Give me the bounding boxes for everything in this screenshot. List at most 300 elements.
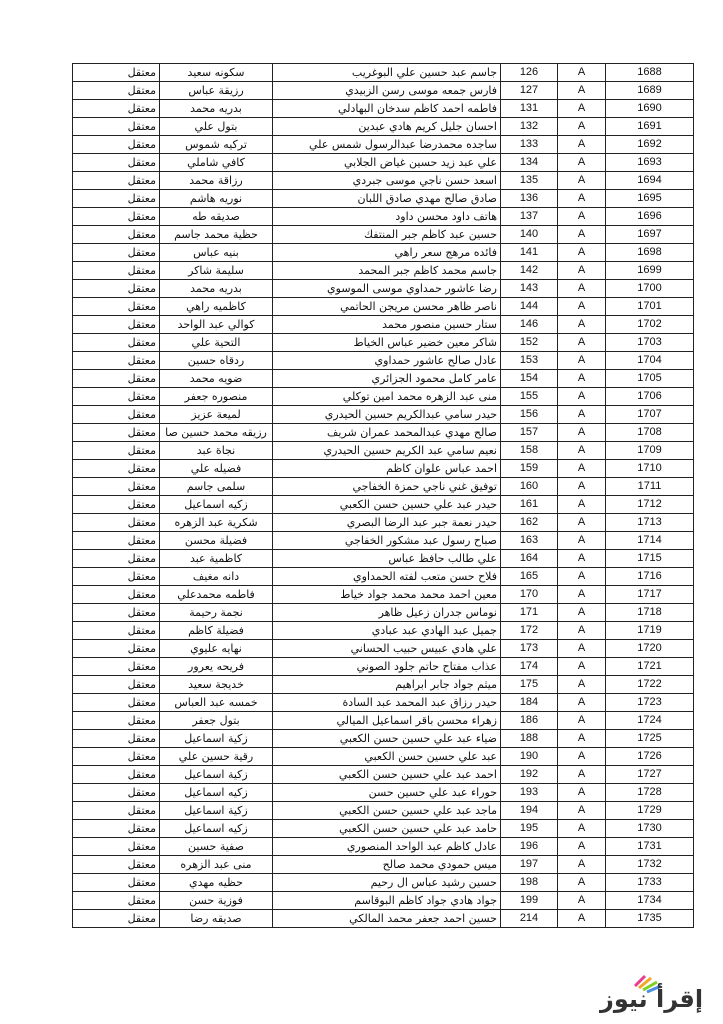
table-row xyxy=(73,172,694,190)
table-row xyxy=(73,784,694,802)
mother-name-cell: كافي شاملي xyxy=(160,154,273,172)
full-name-cell: جاسم عبد حسين علي البوغريب xyxy=(273,64,501,82)
mother-name-cell: فاطمه محمدعلي xyxy=(160,586,273,604)
table-row xyxy=(73,478,694,496)
full-name-cell: حسين رشيد عباس ال رحيم xyxy=(273,874,501,892)
sequence-cell: 197 xyxy=(501,856,558,874)
mother-name-cell: نوريه هاشم xyxy=(160,190,273,208)
mother-name-cell: لميعة عزيز xyxy=(160,406,273,424)
sequence-cell: 127 xyxy=(501,82,558,100)
table-row xyxy=(73,550,694,568)
id-cell: 1722 xyxy=(606,676,694,694)
mother-name-cell: فوزية حسن xyxy=(160,892,273,910)
status-cell: معتقل xyxy=(73,298,160,316)
id-cell: 1727 xyxy=(606,766,694,784)
status-cell: معتقل xyxy=(73,532,160,550)
sequence-cell: 170 xyxy=(501,586,558,604)
mother-name-cell: التحية علي xyxy=(160,334,273,352)
id-cell: 1731 xyxy=(606,838,694,856)
mother-name-cell: رزيقة عباس xyxy=(160,82,273,100)
sequence-cell: 186 xyxy=(501,712,558,730)
full-name-cell: حيدر سامي عبدالكريم حسين الحيدري xyxy=(273,406,501,424)
table-row xyxy=(73,586,694,604)
status-cell: معتقل xyxy=(73,676,160,694)
sequence-cell: 146 xyxy=(501,316,558,334)
full-name-cell: جاسم محمد كاظم جبر المحمد xyxy=(273,262,501,280)
table-row xyxy=(73,532,694,550)
full-name-cell: احسان جليل كريم هادي عبدين xyxy=(273,118,501,136)
status-cell: معتقل xyxy=(73,514,160,532)
category-cell: A xyxy=(558,730,606,748)
mother-name-cell: منى عبد الزهره xyxy=(160,856,273,874)
status-cell: معتقل xyxy=(73,172,160,190)
full-name-cell: معين احمد محمد محمد جواد خياط xyxy=(273,586,501,604)
sequence-cell: 184 xyxy=(501,694,558,712)
status-cell: معتقل xyxy=(73,478,160,496)
mother-name-cell: صديقه رضا xyxy=(160,910,273,928)
full-name-cell: ميس حمودي محمد صالح xyxy=(273,856,501,874)
category-cell: A xyxy=(558,190,606,208)
sequence-cell: 131 xyxy=(501,100,558,118)
id-cell: 1711 xyxy=(606,478,694,496)
category-cell: A xyxy=(558,784,606,802)
sequence-cell: 134 xyxy=(501,154,558,172)
id-cell: 1692 xyxy=(606,136,694,154)
mother-name-cell: فضيلة كاظم xyxy=(160,622,273,640)
id-cell: 1735 xyxy=(606,910,694,928)
id-cell: 1690 xyxy=(606,100,694,118)
category-cell: A xyxy=(558,280,606,298)
category-cell: A xyxy=(558,838,606,856)
full-name-cell: منى عبد الزهره محمد امين توكلي xyxy=(273,388,501,406)
id-cell: 1714 xyxy=(606,532,694,550)
full-name-cell: فاطمه احمد كاظم سدخان البهادلي xyxy=(273,100,501,118)
table-row xyxy=(73,388,694,406)
sequence-cell: 165 xyxy=(501,568,558,586)
full-name-cell: هاتف داود محسن داود xyxy=(273,208,501,226)
status-cell: معتقل xyxy=(73,118,160,136)
category-cell: A xyxy=(558,748,606,766)
mother-name-cell: بنيه عباس xyxy=(160,244,273,262)
sequence-cell: 163 xyxy=(501,532,558,550)
mother-name-cell: بتول جعفر xyxy=(160,712,273,730)
mother-name-cell: خديجة سعيد xyxy=(160,676,273,694)
id-cell: 1718 xyxy=(606,604,694,622)
mother-name-cell: نجمة رحيمة xyxy=(160,604,273,622)
mother-name-cell: رقية حسين علي xyxy=(160,748,273,766)
id-cell: 1717 xyxy=(606,586,694,604)
sequence-cell: 158 xyxy=(501,442,558,460)
sequence-cell: 162 xyxy=(501,514,558,532)
table-row xyxy=(73,658,694,676)
sequence-cell: 144 xyxy=(501,298,558,316)
mother-name-cell: زكيه اسماعيل xyxy=(160,784,273,802)
status-cell: معتقل xyxy=(73,388,160,406)
sequence-cell: 153 xyxy=(501,352,558,370)
full-name-cell: حسين احمد جعفر محمد المالكي xyxy=(273,910,501,928)
mother-name-cell: زكية اسماعيل xyxy=(160,730,273,748)
status-cell: معتقل xyxy=(73,424,160,442)
sequence-cell: 214 xyxy=(501,910,558,928)
table-row xyxy=(73,226,694,244)
category-cell: A xyxy=(558,208,606,226)
sequence-cell: 136 xyxy=(501,190,558,208)
id-cell: 1689 xyxy=(606,82,694,100)
id-cell: 1728 xyxy=(606,784,694,802)
category-cell: A xyxy=(558,334,606,352)
sequence-cell: 171 xyxy=(501,604,558,622)
status-cell: معتقل xyxy=(73,874,160,892)
sequence-cell: 194 xyxy=(501,802,558,820)
id-cell: 1700 xyxy=(606,280,694,298)
category-cell: A xyxy=(558,910,606,928)
mother-name-cell: نهايه عليوي xyxy=(160,640,273,658)
mother-name-cell: نجاة عبد xyxy=(160,442,273,460)
table-row xyxy=(73,910,694,928)
category-cell: A xyxy=(558,892,606,910)
mother-name-cell: سليمة شاكر xyxy=(160,262,273,280)
full-name-cell: عادل صالح عاشور حمداوي xyxy=(273,352,501,370)
category-cell: A xyxy=(558,568,606,586)
full-name-cell: ناصر ظاهر محسن مريجن الحاتمي xyxy=(273,298,501,316)
id-cell: 1710 xyxy=(606,460,694,478)
status-cell: معتقل xyxy=(73,586,160,604)
mother-name-cell: كاظمية عبد xyxy=(160,550,273,568)
id-cell: 1688 xyxy=(606,64,694,82)
id-cell: 1723 xyxy=(606,694,694,712)
mother-name-cell: خمسه عبد العباس xyxy=(160,694,273,712)
category-cell: A xyxy=(558,118,606,136)
sequence-cell: 190 xyxy=(501,748,558,766)
sequence-cell: 199 xyxy=(501,892,558,910)
sequence-cell: 174 xyxy=(501,658,558,676)
status-cell: معتقل xyxy=(73,496,160,514)
category-cell: A xyxy=(558,352,606,370)
id-cell: 1724 xyxy=(606,712,694,730)
category-cell: A xyxy=(558,622,606,640)
table-row xyxy=(73,118,694,136)
category-cell: A xyxy=(558,640,606,658)
id-cell: 1730 xyxy=(606,820,694,838)
category-cell: A xyxy=(558,460,606,478)
id-cell: 1701 xyxy=(606,298,694,316)
table-row xyxy=(73,730,694,748)
status-cell: معتقل xyxy=(73,352,160,370)
id-cell: 1709 xyxy=(606,442,694,460)
sequence-cell: 161 xyxy=(501,496,558,514)
mother-name-cell: بدريه محمد xyxy=(160,280,273,298)
sequence-cell: 140 xyxy=(501,226,558,244)
sequence-cell: 188 xyxy=(501,730,558,748)
category-cell: A xyxy=(558,586,606,604)
mother-name-cell: كاظميه راهي xyxy=(160,298,273,316)
status-cell: معتقل xyxy=(73,766,160,784)
status-cell: معتقل xyxy=(73,748,160,766)
category-cell: A xyxy=(558,442,606,460)
sequence-cell: 155 xyxy=(501,388,558,406)
mother-name-cell: صفية حسين xyxy=(160,838,273,856)
status-cell: معتقل xyxy=(73,190,160,208)
mother-name-cell: شكرية عبد الزهره xyxy=(160,514,273,532)
table-row xyxy=(73,64,694,82)
table-row xyxy=(73,334,694,352)
logo-text: إقرأ نيوز xyxy=(600,985,704,1013)
sequence-cell: 157 xyxy=(501,424,558,442)
mother-name-cell: بتول علي xyxy=(160,118,273,136)
status-cell: معتقل xyxy=(73,154,160,172)
status-cell: معتقل xyxy=(73,370,160,388)
full-name-cell: ساجده محمدرضا عبدالرسول شمس علي xyxy=(273,136,501,154)
sequence-cell: 154 xyxy=(501,370,558,388)
id-cell: 1720 xyxy=(606,640,694,658)
sequence-cell: 137 xyxy=(501,208,558,226)
status-cell: معتقل xyxy=(73,262,160,280)
category-cell: A xyxy=(558,154,606,172)
full-name-cell: زهراء محسن باقر اسماعيل الميالي xyxy=(273,712,501,730)
table-row xyxy=(73,424,694,442)
category-cell: A xyxy=(558,694,606,712)
sequence-cell: 159 xyxy=(501,460,558,478)
status-cell: معتقل xyxy=(73,460,160,478)
id-cell: 1698 xyxy=(606,244,694,262)
category-cell: A xyxy=(558,496,606,514)
sequence-cell: 164 xyxy=(501,550,558,568)
full-name-cell: حيدر رزاق عبد المحمد عبد السادة xyxy=(273,694,501,712)
id-cell: 1716 xyxy=(606,568,694,586)
table-row xyxy=(73,352,694,370)
status-cell: معتقل xyxy=(73,856,160,874)
sequence-cell: 192 xyxy=(501,766,558,784)
id-cell: 1732 xyxy=(606,856,694,874)
table-row xyxy=(73,496,694,514)
category-cell: A xyxy=(558,406,606,424)
table-row xyxy=(73,154,694,172)
id-cell: 1733 xyxy=(606,874,694,892)
full-name-cell: احمد عبد علي حسين حسن الكعبي xyxy=(273,766,501,784)
table-row xyxy=(73,694,694,712)
id-cell: 1726 xyxy=(606,748,694,766)
category-cell: A xyxy=(558,514,606,532)
table-row xyxy=(73,190,694,208)
table-row xyxy=(73,766,694,784)
category-cell: A xyxy=(558,262,606,280)
full-name-cell: احمد عباس علوان كاظم xyxy=(273,460,501,478)
table-row xyxy=(73,136,694,154)
table-row xyxy=(73,100,694,118)
status-cell: معتقل xyxy=(73,226,160,244)
sequence-cell: 172 xyxy=(501,622,558,640)
sequence-cell: 152 xyxy=(501,334,558,352)
full-name-cell: عادل كاظم عبد الواحد المنصوري xyxy=(273,838,501,856)
full-name-cell: ضياء عبد علي حسين حسن الكعبي xyxy=(273,730,501,748)
category-cell: A xyxy=(558,172,606,190)
mother-name-cell: فضيلة محسن xyxy=(160,532,273,550)
category-cell: A xyxy=(558,136,606,154)
category-cell: A xyxy=(558,424,606,442)
id-cell: 1705 xyxy=(606,370,694,388)
table-row xyxy=(73,838,694,856)
sequence-cell: 156 xyxy=(501,406,558,424)
status-cell: معتقل xyxy=(73,820,160,838)
category-cell: A xyxy=(558,244,606,262)
sequence-cell: 133 xyxy=(501,136,558,154)
sequence-cell: 195 xyxy=(501,820,558,838)
table-row xyxy=(73,370,694,388)
full-name-cell: صادق صالح مهدي صادق اللبان xyxy=(273,190,501,208)
table-row xyxy=(73,280,694,298)
category-cell: A xyxy=(558,64,606,82)
full-name-cell: حامد عبد علي حسين حسن الكعبي xyxy=(273,820,501,838)
full-name-cell: حوراء عبد علي حسين حسن xyxy=(273,784,501,802)
table-row xyxy=(73,748,694,766)
mother-name-cell: زكية اسماعيل xyxy=(160,802,273,820)
id-cell: 1707 xyxy=(606,406,694,424)
category-cell: A xyxy=(558,478,606,496)
table-body xyxy=(73,64,694,928)
table-row xyxy=(73,622,694,640)
id-cell: 1715 xyxy=(606,550,694,568)
category-cell: A xyxy=(558,370,606,388)
table-row xyxy=(73,208,694,226)
status-cell: معتقل xyxy=(73,712,160,730)
sequence-cell: 196 xyxy=(501,838,558,856)
status-cell: معتقل xyxy=(73,658,160,676)
full-name-cell: نعيم سامي عبد الكريم حسين الحيدري xyxy=(273,442,501,460)
sequence-cell: 193 xyxy=(501,784,558,802)
table-row xyxy=(73,604,694,622)
mother-name-cell: رزاقة محمد xyxy=(160,172,273,190)
full-name-cell: اسعد حسن ناجي موسى جبردي xyxy=(273,172,501,190)
full-name-cell: شاكر معين خضير عباس الخياط xyxy=(273,334,501,352)
mother-name-cell: زكيه اسماعيل xyxy=(160,496,273,514)
mother-name-cell: تركيه شموس xyxy=(160,136,273,154)
status-cell: معتقل xyxy=(73,64,160,82)
id-cell: 1729 xyxy=(606,802,694,820)
id-cell: 1706 xyxy=(606,388,694,406)
mother-name-cell: فضيله علي xyxy=(160,460,273,478)
table-row xyxy=(73,316,694,334)
id-cell: 1721 xyxy=(606,658,694,676)
status-cell: معتقل xyxy=(73,892,160,910)
status-cell: معتقل xyxy=(73,136,160,154)
mother-name-cell: دانه مغيف xyxy=(160,568,273,586)
status-cell: معتقل xyxy=(73,244,160,262)
table-row xyxy=(73,640,694,658)
full-name-cell: ميثم جواد جابر ابراهيم xyxy=(273,676,501,694)
status-cell: معتقل xyxy=(73,694,160,712)
sequence-cell: 141 xyxy=(501,244,558,262)
status-cell: معتقل xyxy=(73,730,160,748)
mother-name-cell: صديقه طه xyxy=(160,208,273,226)
category-cell: A xyxy=(558,676,606,694)
sequence-cell: 175 xyxy=(501,676,558,694)
mother-name-cell: سلمى جاسم xyxy=(160,478,273,496)
id-cell: 1702 xyxy=(606,316,694,334)
mother-name-cell: ردقاه حسين xyxy=(160,352,273,370)
id-cell: 1703 xyxy=(606,334,694,352)
mother-name-cell: منصوره جعفر xyxy=(160,388,273,406)
status-cell: معتقل xyxy=(73,802,160,820)
category-cell: A xyxy=(558,766,606,784)
status-cell: معتقل xyxy=(73,280,160,298)
id-cell: 1712 xyxy=(606,496,694,514)
status-cell: معتقل xyxy=(73,838,160,856)
id-cell: 1708 xyxy=(606,424,694,442)
table-row xyxy=(73,568,694,586)
category-cell: A xyxy=(558,532,606,550)
table-row xyxy=(73,874,694,892)
sequence-cell: 126 xyxy=(501,64,558,82)
table-row xyxy=(73,820,694,838)
table-row xyxy=(73,892,694,910)
id-cell: 1719 xyxy=(606,622,694,640)
full-name-cell: ماجد عبد علي حسين حسن الكعبي xyxy=(273,802,501,820)
mother-name-cell: حظية محمد جاسم xyxy=(160,226,273,244)
category-cell: A xyxy=(558,100,606,118)
mother-name-cell: زكيه اسماعيل xyxy=(160,820,273,838)
id-cell: 1695 xyxy=(606,190,694,208)
table-row xyxy=(73,676,694,694)
full-name-cell: عبد علي حسين حسن الكعبي xyxy=(273,748,501,766)
table-row xyxy=(73,856,694,874)
id-cell: 1691 xyxy=(606,118,694,136)
full-name-cell: صالح مهدي عبدالمحمد عمران شريف xyxy=(273,424,501,442)
status-cell: معتقل xyxy=(73,442,160,460)
id-cell: 1697 xyxy=(606,226,694,244)
full-name-cell: عامر كامل محمود الجزائري xyxy=(273,370,501,388)
detainee-table xyxy=(72,63,694,928)
full-name-cell: فارس جمعه موسى رسن الزبيدي xyxy=(273,82,501,100)
mother-name-cell: ضويه محمد xyxy=(160,370,273,388)
status-cell: معتقل xyxy=(73,568,160,586)
status-cell: معتقل xyxy=(73,82,160,100)
status-cell: معتقل xyxy=(73,334,160,352)
table-row xyxy=(73,460,694,478)
table-row xyxy=(73,298,694,316)
mother-name-cell: حظيه مهدي xyxy=(160,874,273,892)
full-name-cell: علي طالب حافظ عباس xyxy=(273,550,501,568)
mother-name-cell: كوالي عبد الواحد xyxy=(160,316,273,334)
sequence-cell: 173 xyxy=(501,640,558,658)
mother-name-cell: زكية اسماعيل xyxy=(160,766,273,784)
status-cell: معتقل xyxy=(73,604,160,622)
full-name-cell: حسين عبد كاظم جبر المنتفك xyxy=(273,226,501,244)
status-cell: معتقل xyxy=(73,784,160,802)
full-name-cell: فائده مرهج سعر راهي xyxy=(273,244,501,262)
sequence-cell: 198 xyxy=(501,874,558,892)
sequence-cell: 135 xyxy=(501,172,558,190)
table-row xyxy=(73,406,694,424)
id-cell: 1694 xyxy=(606,172,694,190)
status-cell: معتقل xyxy=(73,910,160,928)
full-name-cell: توفيق غني ناجي حمزة الخفاجي xyxy=(273,478,501,496)
status-cell: معتقل xyxy=(73,406,160,424)
category-cell: A xyxy=(558,874,606,892)
full-name-cell: جواد هادي جواد كاظم البوقاسم xyxy=(273,892,501,910)
category-cell: A xyxy=(558,820,606,838)
full-name-cell: فلاح حسن متعب لفته الحمداوي xyxy=(273,568,501,586)
sequence-cell: 132 xyxy=(501,118,558,136)
full-name-cell: ستار حسين منصور محمد xyxy=(273,316,501,334)
category-cell: A xyxy=(558,298,606,316)
full-name-cell: جميل عبد الهادي عبد عبادي xyxy=(273,622,501,640)
status-cell: معتقل xyxy=(73,100,160,118)
full-name-cell: نوماس جدران زعيل ظاهر xyxy=(273,604,501,622)
table-row xyxy=(73,514,694,532)
category-cell: A xyxy=(558,658,606,676)
category-cell: A xyxy=(558,712,606,730)
category-cell: A xyxy=(558,550,606,568)
